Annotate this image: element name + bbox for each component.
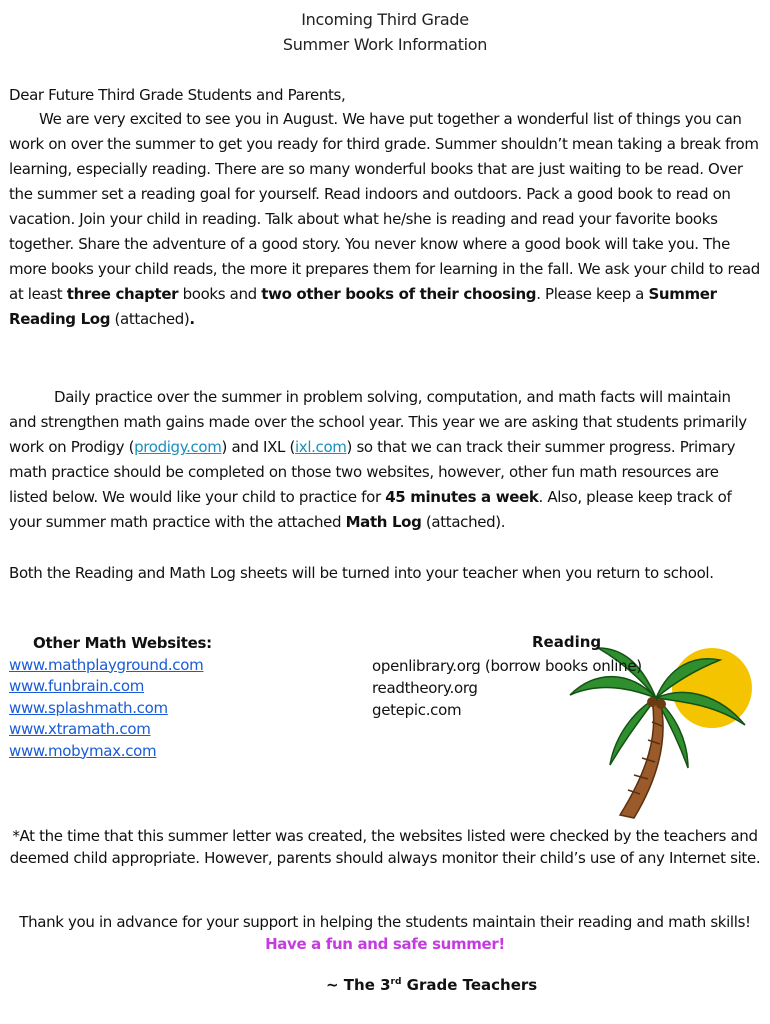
math-log-bold: Math Log [345, 513, 422, 531]
fun-summer-text: Have a fun and safe summer! [265, 935, 505, 953]
prodigy-link[interactable]: prodigy.com [134, 438, 222, 456]
math-paragraph [9, 385, 761, 535]
math-text: Daily practice over the summer in problem solving, computation, and math facts will maintain and strengthen math gains made over the school year. This year we are asking that students primarily work on Prodigy ( [9, 388, 747, 456]
thank-you-note [0, 911, 770, 955]
page-title: Incoming Third Grade [301, 10, 469, 29]
math-text: ) so that we can track their summer progress. Primary math practice should be completed on those two websites, however, other fun math resources are listed below. We would like your child to practice for [9, 438, 736, 506]
reading-item: getepic.com [372, 701, 462, 719]
ixl-link[interactable]: ixl.com [294, 438, 347, 456]
reading-text: (attached) [110, 310, 190, 328]
minutes-bold: 45 minutes a week [385, 488, 539, 506]
reading-text: books and [178, 285, 262, 303]
page-subtitle: Summer Work Information [282, 35, 488, 54]
reading-period: . [189, 310, 195, 328]
math-link[interactable]: www.splashmath.com [9, 698, 168, 717]
signoff [326, 976, 537, 994]
signoff-text: ~ The 3 [326, 976, 391, 994]
math-text: . Also, please keep track of your summer math practice with the attached [9, 488, 732, 531]
reading-heading: Reading [532, 633, 602, 651]
reading-websites-list [372, 655, 642, 721]
math-link[interactable]: www.xtramath.com [9, 720, 151, 738]
signoff-superscript: rd [390, 977, 402, 987]
math-link[interactable]: www.funbrain.com [9, 677, 145, 695]
logs-paragraph: Both the Reading and Math Log sheets will be turned into your teacher when you return to school. [9, 564, 714, 582]
thanks-text: Thank you in advance for your support in helping the students maintain their reading and math skills! [19, 913, 751, 931]
reading-item: readtheory.org [372, 679, 478, 697]
choosing-bold: two other books of their choosing [261, 285, 537, 303]
math-link[interactable]: www.mathplayground.com [9, 655, 204, 674]
reading-text: We are very excited to see you in August. We have put together a wonderful list of things you can work on over the summer to get you ready for third grade. Summer shouldn’t mean taking a break from learning, especially reading. There are so many wonderful books that are just waiting to be read. Over the summer set a reading goal for yourself. Read indoors and outdoors. Pack a good book to read on vacation. Join your child in reading. Talk about what he/she is reading and read your favorite books together. Share the adventure of a good story. You never know where a good book will take you. The more books your child reads, the more it prepares them for learning in the fall. We ask your child to read at least [9, 110, 760, 303]
greeting: Dear Future Third Grade Students and Parents, [9, 86, 346, 104]
math-websites-list [9, 633, 212, 762]
math-text: ) and IXL ( [221, 438, 295, 456]
math-link[interactable]: www.mobymax.com [9, 741, 157, 760]
reading-text: . Please keep a [536, 285, 649, 303]
disclaimer: *At the time that this summer letter was created, the websites listed were checked by the teachers and deemed child appropriate. However, parents should always monitor their child’s use of any Internet site. [9, 827, 761, 867]
math-websites-heading: Other Math Websites: [33, 634, 212, 652]
math-text: (attached). [421, 513, 506, 531]
signoff-text: Grade Teachers [401, 976, 538, 994]
reading-paragraph [9, 107, 761, 332]
reading-log-bold: Summer Reading Log [9, 285, 717, 328]
three-chapter-bold: three chapter [66, 285, 179, 303]
reading-item: openlibrary.org (borrow books online) [372, 657, 642, 675]
